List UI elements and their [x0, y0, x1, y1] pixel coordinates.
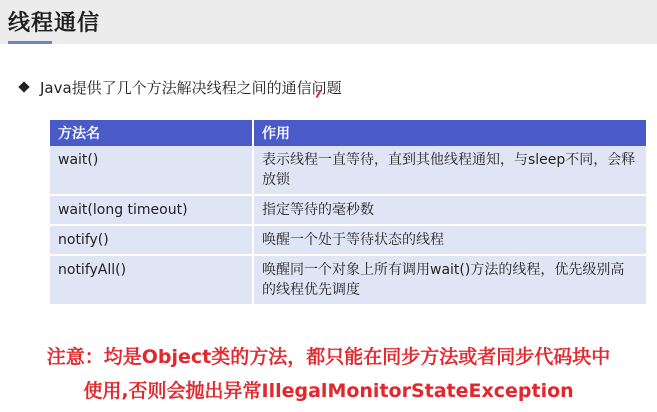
warning-note-line1: 注意：均是Object类的方法，都只能在同步方法或者同步代码块中	[46, 346, 611, 368]
table-row	[50, 146, 646, 195]
intro-bullet	[16, 75, 342, 99]
desc-cell: 唤醒一个处于等待状态的线程	[253, 225, 646, 255]
method-cell: notifyAll()	[50, 255, 253, 305]
page-title: 线程通信	[8, 11, 101, 36]
table-header-row	[50, 120, 646, 146]
intro-text: Java提供了几个方法解决线程之间的通信问题	[40, 78, 342, 97]
methods-table	[50, 120, 646, 306]
method-cell: wait(long timeout)	[50, 195, 253, 225]
method-cell: notify()	[50, 225, 253, 255]
desc-cell: 唤醒同一个对象上所有调用wait()方法的线程，优先级别高的线程优先调度	[253, 255, 646, 305]
warning-note-line2: 使用,否则会抛出异常IllegalMonitorStateException	[83, 380, 574, 402]
desc-cell: 表示线程一直等待，直到其他线程通知，与sleep不同，会释放锁	[253, 146, 646, 195]
table-row	[50, 225, 646, 255]
title-underline	[8, 41, 52, 44]
header-method: 方法名	[50, 120, 253, 146]
table-row	[50, 195, 646, 225]
header-purpose: 作用	[253, 120, 646, 146]
title-bar	[0, 0, 657, 44]
desc-cell: 指定等待的毫秒数	[253, 195, 646, 225]
method-cell: wait()	[50, 146, 253, 195]
diamond-bullet-icon	[18, 81, 29, 92]
table-row	[50, 255, 646, 305]
